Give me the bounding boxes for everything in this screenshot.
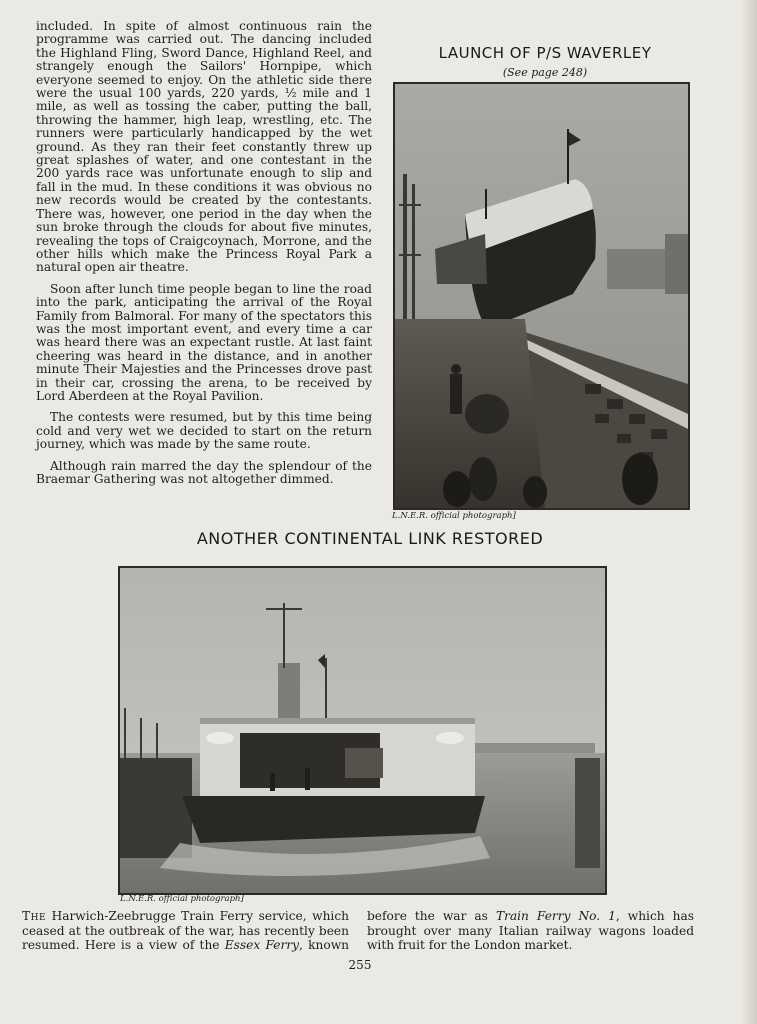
caption-lead-word: The <box>22 909 47 923</box>
caption-ship-name: Essex Ferry <box>224 938 300 952</box>
article-column <box>36 20 372 494</box>
ferry-heading: ANOTHER CONTINENTAL LINK RESTORED <box>196 529 544 548</box>
page-number: 255 <box>348 958 372 972</box>
caption-former-name: Train Ferry No. 1 <box>495 909 616 923</box>
caption-text-3: , which has brought over many Italian railway wagons loaded with fruit for the London market. <box>367 909 695 952</box>
article-paragraph-2: Soon after lunch time people began to line the road into the park, anticipating the arrival of the Royal Family from Balmoral. For many of the spectators this was the most important event, and every time a car was heard there was an expectant rustle. At last faint cheering was heard in the distance, and in another minute Their Majesties and the Princesses drove past in their car, crossing the arena, to be received by Lord Aberdeen at the Royal Pavilion. <box>36 281 372 403</box>
waverley-heading: LAUNCH OF P/S WAVERLEY <box>438 44 652 62</box>
article-paragraph-4: Although rain marred the day the splendour of the Braemar Gathering was not altogether dimmed. <box>36 458 372 486</box>
see-page-reference: (See page 248) <box>502 66 588 79</box>
caption-text-1: Harwich-Zeebrugge Train Ferry service, which ceased at the outbreak of the war, has recently been resumed. Here is a view of the <box>22 909 349 952</box>
essex-ferry-photo <box>118 566 607 895</box>
page-edge-shadow <box>743 0 757 1024</box>
article-paragraph-1: included. In spite of almost continuous rain the programme was carried out. The dancing included the Highland Fling, Sword Dance, Highland Reel, and strangely enough the Sailors' Hornpipe, which everyone seemed to enjoy. On the athletic side there were the usual 100 yards, 220 yards, ½ mile and 1 mile, as well as tossing the caber, putting the ball, throwing the hammer, high leap, wrestling, etc. The runners were particularly handicapped by the wet ground. As they ran their feet constantly threw up great splashes of water, and one contestant in the 200 yards race was unfortunate enough to slip and fall in the mud. In these conditions it was obvious no new records would be created by the contestants. There was, however, one period in the day when the sun broke through the clouds for about five minutes, revealing the tops of Craigcoynach, Morrone, and the other hills which make the Princess Royal Park a natural open air theatre. <box>36 19 372 275</box>
waverley-launch-photo <box>393 82 690 510</box>
caption-text-2: , known before the war as <box>299 909 496 952</box>
waverley-photo-credit: L.N.E.R. official photograph] <box>392 511 516 521</box>
ferry-caption <box>22 909 694 953</box>
article-paragraph-3: The contests were resumed, but by this time being cold and very wet we decided to start on the return journey, which was made by the same route. <box>36 410 372 452</box>
ferry-photo-credit: L.N.E.R. official photograph] <box>120 894 244 904</box>
